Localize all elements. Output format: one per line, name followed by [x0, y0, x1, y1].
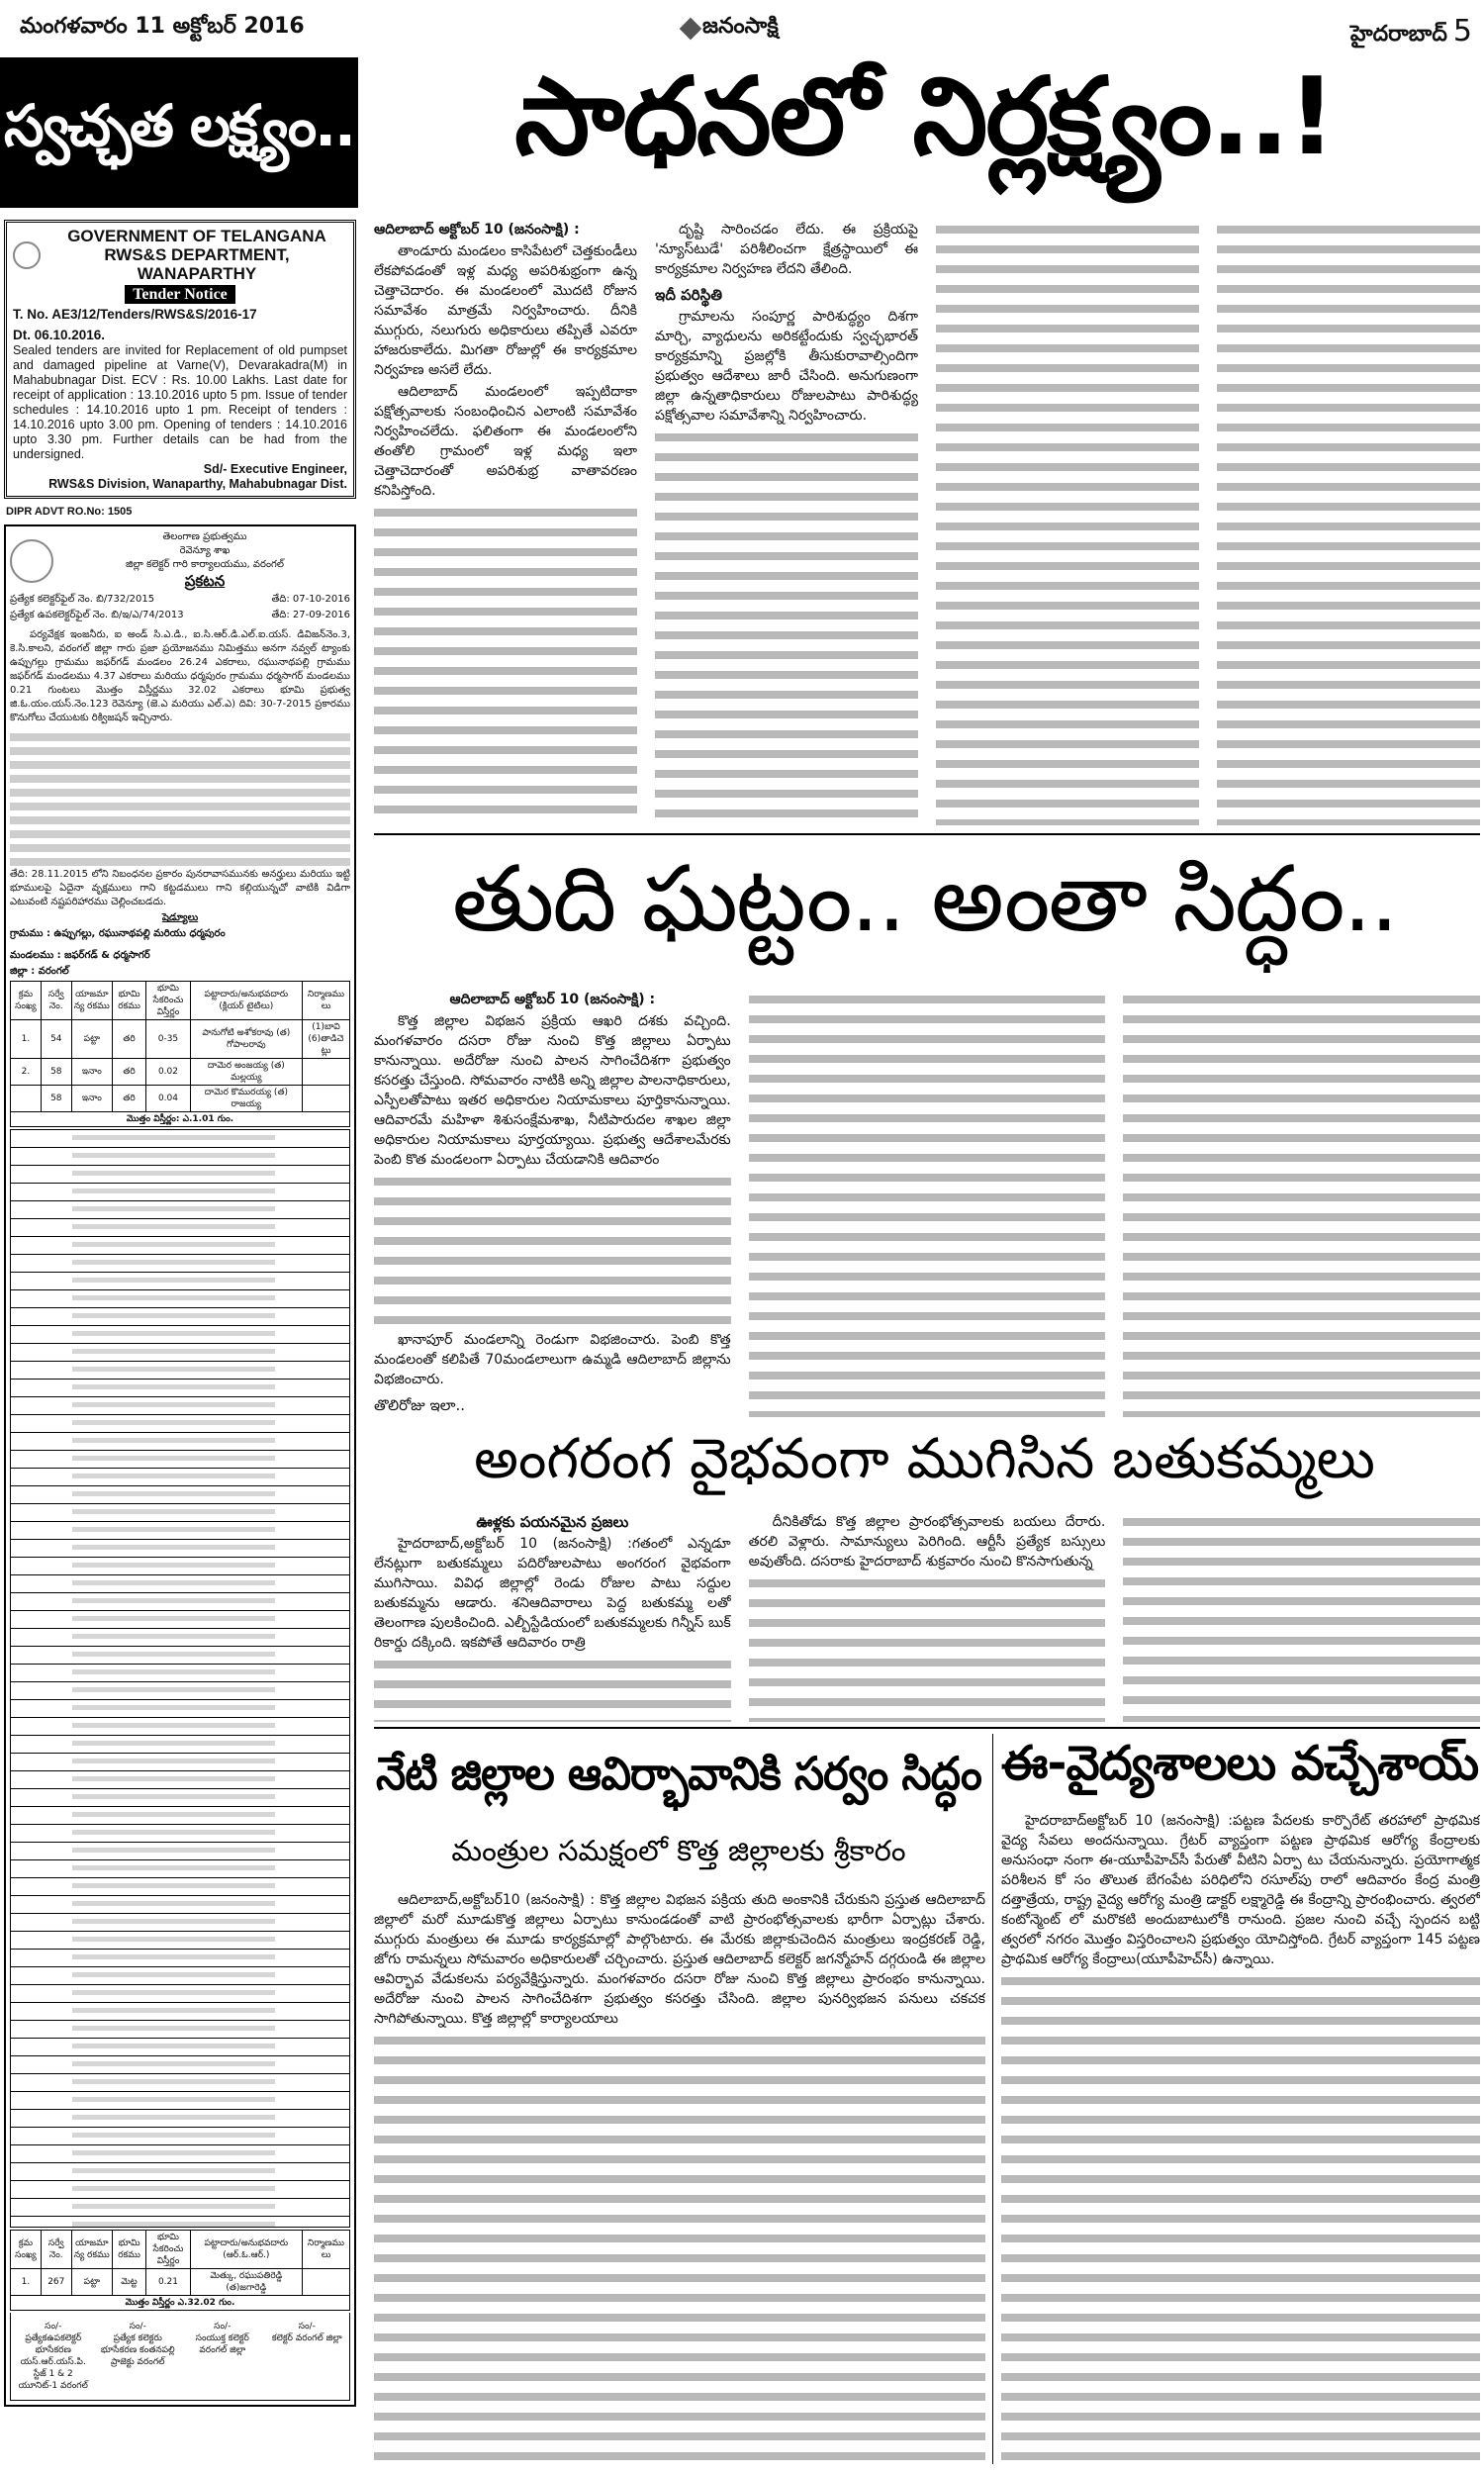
body-text [749, 990, 1106, 1417]
divider [374, 1727, 1480, 1729]
notice-para2: తేది: 28.11.2015 లోని నిబంధనల ప్రకారం పునరావాసమునకు అనర్హులు మరియు ఇట్టి భూములపై ఏదైనా వృక్షములు గాని కట్టడములు గాని కల్గియున్నచో వాటికి విడిగా ఎటువంటి నష్టపరిహారము చెల్లించబడదు. [10, 869, 350, 907]
column-divider [992, 1734, 993, 2464]
land-acquisition-notice [4, 524, 356, 2407]
body-text [749, 1573, 1106, 1722]
schedule-title: షెడ్యూలు [161, 912, 199, 923]
tender-date: Dt. 06.10.2016. [13, 328, 106, 342]
body-text [374, 503, 637, 825]
emblem-icon [13, 241, 41, 269]
schedule-village: గ్రామము : ఉప్పుగల్లు, రఘునాథపల్లి మరియు ధర్మపురం [10, 928, 226, 939]
notice-para1: పర్యవేక్షక ఇంజనీరు, ఐ అండ్ సి.ఎ.డి., ఐ.సి.ఆర్.డి.ఎల్.ఐ.యస్. డివిజన్‌నెం.3, కె.సి.కాలని, వరంగల్ జిల్లా గారు ప్రజా ప్రయోజనము నిమిత్తము అనగా నవ్వల్ ట్యాంకు ఉప్పుగల్లు గ్రామము జఫర్‌గడ్ మండలం 26.24 ఎకరాలు, రఘునాథపల్లి గ్రామము జఫర్‌గడ్ మండలము 4.37 ఎకరాలు మరియు ధర్మపురం గ్రామము ధర్మసాగర్ మండలము 0.21 గుంటలు మొత్తం విస్తీర్ణము 32.02 ఎకరాలు భూమి ప్రభుత్వ జి.ఓ.యం.యస్.నెం.123 రెవెన్యూ (జె.ఎ మరియు ఎల్.ఎ) దివి: 30-7-2015 ప్రకారము కొనుగోలు చేయుటకు రిక్విజషన్ ఇచ్చినారు. [10, 629, 350, 723]
dateline: ఆదిలాబాద్ అక్టోబర్ 10 (జనంసాక్షి) : [374, 222, 580, 238]
tender-gov: GOVERNMENT OF TELANGANA [67, 227, 326, 245]
signature: సం/- కలెక్టర్ వరంగల్ జిల్లా [271, 2322, 342, 2343]
headline-text: తుది ఘట్టం.. అంతా సిద్ధం.. [451, 846, 1398, 952]
page-info [1350, 14, 1472, 51]
subhead: ఇదీ పరిస్థితి [655, 286, 722, 304]
subhead: తొలిరోజు ఇలా.. [374, 1396, 466, 1414]
signatures [10, 2313, 350, 2401]
subhead: ఊళ్లకు పయనమైన ప్రజలు [476, 1513, 629, 1531]
table-row: 58 ఇనాం తరి 0.04 దామెర కొమురయ్య (త) రాజయ్య [11, 1086, 350, 1112]
tender-sign2: RWS&S Division, Wanaparthy, Mahabubnagar Dist. [48, 477, 347, 491]
body-text [1123, 990, 1480, 1417]
paragraph: గ్రామాలను సంపూర్ణ పారిశుద్ధ్యం దిశగా మార్చి, వ్యాధులను అరికట్టేందుకు స్వచ్ఛభారత్ కార్యక్రమాన్ని ప్రజల్లోకి తీసుకురావాల్సిందిగా ప్రభుత్వం ఆదేశాలు జారీ చేసింది. అనుగుణంగా జిల్లా ఉన్నతాధికారులు రోజులపాటు పారిశుద్ధ్య పక్షోత్సవాల సమావేశాన్ని నిర్వహించారు. [655, 309, 918, 424]
story2-body [374, 990, 1480, 1417]
issue-date: మంగళవారం 11 అక్టోబర్ 2016 [20, 14, 305, 39]
notice-file2: ప్రత్యేక ఉపకలెక్టర్‌ఫైల్ నెం. బి/ఇ/ఎ/74/2013 [10, 610, 184, 620]
tender-dept: RWS&S DEPARTMENT, WANAPARTHY [104, 245, 290, 283]
tender-ref: T. No. AE3/12/Tenders/RWS&S/2016-17 [13, 307, 257, 322]
table-total-row: మొత్తం విస్తీర్ణం: ఎ.1.01 గుం. [11, 1112, 350, 1127]
text-column [1001, 1811, 1480, 2464]
schedule-table-last [10, 2230, 350, 2311]
body-text [374, 1172, 731, 1330]
page-number: 5 [1452, 14, 1472, 48]
col-header: నిర్మాణములు [302, 982, 349, 1020]
body-text [936, 220, 1199, 825]
text-column [1123, 1512, 1480, 1722]
schedule-table-continued [10, 1129, 350, 2228]
paragraph: కొత్త జిల్లాల విభజన ప్రక్రియ ఆఖరి దశకు వచ్చింది. మంగళవారం దసరా రోజు నుంచి కొత్త జిల్లాలు ఏర్పాటు కానున్నాయి. అదేరోజు నుంచి పాలన సాగించేదిశగా ప్రభుత్వం కసరత్తు చేస్తుంది. సోమవారం నాటికి అన్ని జిల్లాల పాలనాధికారులు, ఎస్పీలతోపాటు ఇతర అధికారుల నియామకాలు పూర్తికానున్నాయి. ఆదివారమే మహిళా శిశుసంక్షేమశాఖ, నీటిపారుదల శాఖల జిల్లా అధికారుల నియామకాలు పూర్తయ్యాయి. ప్రభుత్వ ఆదేశాలమేరకు పెంబి కొత మండలంగా ఏర్పాటు చేయడానికి ఆదివారం [374, 1013, 731, 1168]
paragraph: దీనికితోడు కొత్త జిల్లాల ప్రారంభోత్సవాలకు బయలు దేరారు. తరలి వెళ్లారు. సామాన్యులు పెరిగింది. ఆర్టీసీ ప్రత్యేక బస్సులు అవుతోంది. దసరాకు హైదరాబాద్ శుక్రవారం నుంచి కొనసాగుతున్న [748, 1514, 1106, 1570]
side-headline-text: స్వచ్ఛత లక్ష్యం.. [4, 91, 354, 159]
col-header: భూమి రకము [112, 982, 145, 1020]
subheadline-text: మంత్రుల సమక్షంలో కొత్త జిల్లాలకు శ్రీకారం [451, 1834, 906, 1867]
signature: సం/- సంయుక్త కలెక్టర్ వరంగల్ జిల్లా [195, 2322, 249, 2355]
headline-text: నేటి జిల్లాల ఆవిర్భావానికి సర్వం సిద్ధం [376, 1747, 981, 1800]
signature: సం/- ప్రత్యేక కలెక్టరు భూసేకరణ కంతనపల్లి ప్రాజెక్టు వరంగల్ [100, 2322, 175, 2367]
text-column [374, 220, 637, 825]
paragraph: ఖానాపూర్ మండలాన్ని రెండుగా విభజించారు. పెంబి కొత్త మండలంతో కలిపితే 70మండలాలుగా ఉమ్మడి ఆదిలాబాద్ జిల్లాను విభజించారు. [374, 1332, 731, 1387]
paragraph: ఆదిలాబాద్,అక్టోబర్10 (జనంసాక్షి) : కొత్త జిల్లాల విభజన పక్రియ తుది అంకానికి చేరుకుని ప్రస్తుత ఆదిలాబాద్ జిల్లాలో మరో మూడుకొత్త జిల్లాలు ఏర్పాటు కానుండడంతో వాటి ప్రారంభోత్సవాలకు భారీగా ఏర్పాట్లు చేశారు. ముగ్గురు మంత్రులు ఈ మూడు కార్యక్రమాల్లో పాల్గొంటారు. ఈ మేరకు జిల్లాకుచెందిన మంత్రులు ఇంద్రకరణ్ రెడ్డి, జోగు రామన్నలు సోమవారం అధికారులతో చర్చించారు. ప్రస్తుత ఆదిలాబాద్ కలెక్టర్ జగన్మోహన్ దగ్గరుండి ఈ జిల్లాల ఆవిర్భావ వేడుకలను పర్యవేక్షిస్తున్నారు. మంగళవారం దసరా రోజు నుంచి కొత్త జిల్లాలు ప్రారంభం కానున్నాయి. అదేరోజు నుంచి పాలన సాగించేదిశగా ప్రభుత్వం కసరత్తు చేసింది. జిల్లాల పునర్విభజన పనులు చకచక సాగిపోతున్నాయి. కొత్త జిల్లాల్లో కార్యాలయాలు [374, 1892, 985, 2027]
story5-body [1001, 1811, 1480, 2464]
tender-body: Sealed tenders are invited for Replacement of old pumpset and damaged pipeline at Varne(V), Devarakadra(M) in Mahabubnagar Dist. ECV : Rs. 10.00 Lakhs. Last date for receipt of application : 13.10.2016 upto 5 pm. Issue of tender schedules : 14.10.2016 upto 1 pm. Receipt of tenders : 14.10.2016 upto 3.00 pm. Opening of tenders : 14.10.2016 upto 3.30 pm. Further details can be had from the undersigned. [13, 343, 347, 461]
body-text [374, 2031, 985, 2464]
table-row: 2. 58 ఇనాం తరి 0.02 దామెర అంజయ్య (త) మల్లయ్య [11, 1059, 350, 1086]
text-column [374, 990, 731, 1417]
col-header: యాజమాన్య రకము [71, 982, 112, 1020]
story4-body [374, 1890, 985, 2464]
col-header: సర్వే నెం. [41, 982, 71, 1020]
headline-story5 [997, 1734, 1482, 1805]
headline-story2 [368, 841, 1481, 980]
notice-date1: తేది: 07-10-2016 [271, 594, 350, 605]
logo-text: జనంసాక్షి [702, 14, 779, 39]
story1-body [374, 220, 1480, 825]
text-column [749, 1512, 1106, 1722]
schedule-mandal: మండలము : జఫర్‌గడ్ & ధర్మసాగర్ [10, 950, 150, 961]
body-text [1217, 220, 1480, 825]
text-column [1123, 990, 1480, 1417]
text-column [655, 220, 918, 825]
text-column [749, 990, 1106, 1417]
masthead-logo [683, 14, 779, 44]
tender-notice [4, 220, 356, 499]
grand-total-row: మొత్తం విస్తీర్ణం ఎ.32.02 గుం. [11, 2296, 350, 2311]
text-column [1217, 220, 1480, 825]
notice-date2: తేది: 27-09-2016 [271, 610, 350, 620]
notice-title: ప్రకటన [184, 572, 226, 590]
headline-story1 [368, 51, 1481, 210]
notice-file1: ప్రత్యేక కలెక్టర్‌ఫైల్ నెం. బి/732/2015 [10, 594, 155, 605]
notice-gov: తెలంగాణ ప్రభుత్వము [162, 531, 247, 542]
table-header [11, 982, 350, 1020]
tender-badge: Tender Notice [125, 285, 235, 304]
body-text [1123, 1512, 1480, 1722]
paragraph: హైదరాబాద్అక్టోబర్ 10 (జనంసాక్షి) :పట్టణ పేదలకు కార్పొరేట్ తరహాలో ప్రాథమిక వైద్య సేవలు అందనున్నాయి. గ్రేటర్ వ్యాప్తంగా పట్టణ ప్రాథమిక ఆరోగ్య కేంద్రాలకు అనుసంధా నంగా ఈ-యూపీహెచ్‌సీ పేరుతో వీటిని ఏర్పా టు చేయనున్నారు. ప్రయోగాత్మక పరిశీలన కో సం తొలుత బేగంపేట పరిధిలోని రసూల్‌పు రాలో ఆదివారం కేంద్ర మంత్రి దత్తాత్రేయ, రాష్ట్ర వైద్య ఆరోగ్య మంత్రి డాక్టర్ లక్ష్మారెడ్డి ఈ కేంద్రాన్ని ప్రారంభించారు. త్వరలో కంటోన్మెంట్ లో మరొకటి అందుబాటులోకి రానుంది. ప్రజల నుంచి వచ్చే స్పందన బట్టి త్వరలో నగరం మొత్తం విస్తరించాలని ప్రభుత్వం యోచిస్తోంది. గ్రేటర్ వ్యాప్తంగా 145 పట్టణ ప్రాథమిక ఆరోగ్య కేంద్రాలు(యూపీహెచ్‌సీ) ఉన్నాయి. [1001, 1813, 1480, 1967]
headline-story4 [372, 1734, 985, 1825]
table-header: క్రమ సంఖ్య సర్వే నెం. యాజమాన్య రకము భూమి రకము భూమి సేకరించు విస్తీర్ణం పట్టాదారు/అనుభవదారు (ఆర్.ఓ.ఆర్.) నిర్మాణములు [11, 2231, 350, 2269]
col-header: క్రమ సంఖ్య [11, 982, 42, 1020]
col-header: భూమి సేకరించు విస్తీర్ణం [146, 982, 191, 1020]
col-header: పట్టాదారు/అనుభవదారు (క్లియర్ టైటిలు) [190, 982, 302, 1020]
notice-body-text [10, 727, 350, 866]
paragraph: ఆదిలాబాద్ మండలంలో ఇప్పటిదాకా పక్షోత్సవాలకు సంబంధించిన ఎలాంటి సమావేశం నిర్వహించలేదు. ఫలితంగా ఈ మండలంలోని తంతోలి గ్రామంలో ఇళ్ల మధ్య ఇలా చెత్తాచెదారంతో అపరిశుభ్ర వాతావరణం కనిపిస్తోంది. [374, 384, 637, 499]
edition: హైదరాబాద్ [1349, 22, 1447, 47]
paragraph: దృష్టి సారించడం లేదు. ఈ ప్రక్రియపై 'న్యూస్‌టుడే' పరిశీలించగా క్షేత్రస్థాయిలో ఈ కార్యక్రమాల నిర్వహణ లేదని తేలింది. [655, 222, 918, 277]
body-text [1001, 1971, 1480, 2464]
table-row: 1. 267 పట్టా మెట్ట 0.21 మెత్కు, రఘుపతిరెడ్డి (త)జగారెడ్డి [11, 2269, 350, 2296]
headline-story3 [368, 1425, 1481, 1506]
body-text [655, 428, 918, 825]
signature: సం/- ప్రత్యేకఉపకలెక్టర్ భూసేకరణ యస్.ఆర్.యస్.పి. స్టేజ్ 1 & 2 యూనిట్-1 వరంగల్ [18, 2322, 88, 2391]
subheadline-story4 [372, 1829, 985, 1880]
text-column [374, 1890, 985, 2464]
paragraph: హైదరాబాద్,అక్టోబర్ 10 (జనంసాక్షి) :గతంలో ఎన్నడూ లేనట్లుగా బతుకమ్మలు పదిరోజులపాటు అంగరంగ వైభవంగా ముగిసాయి. వివిధ జిల్లాల్లో రెండు రోజుల పాటు సద్దుల బతుకమ్మను ఆడారు. శనిఆదివారాలు పెద్ద బతుకమ్మ లతో తెలంగాణ పులకించింది. ఎల్బీస్టేడియంలో బతుకమ్మలకు గిన్నీస్ బుక్ రికార్డు దక్కింది. ఇకపోతే ఆదివారం రాత్రి [374, 1536, 731, 1651]
logo-icon [680, 18, 702, 41]
tender-sign1: Sd/- Executive Engineer, [203, 462, 347, 476]
emblem-icon [10, 539, 53, 583]
notice-office: జిల్లా కలెక్టర్ గారి కార్యాలయము, వరంగల్ [126, 559, 284, 570]
schedule-table [10, 981, 350, 1127]
dateline: ఆదిలాబాద్ అక్టోబర్ 10 (జనంసాక్షి) : [449, 992, 656, 1007]
story3-body [374, 1512, 1480, 1722]
table-row: 1. 54 పట్టా తరి 0-35 పానుగోటి అశోకరావు (త) గోపాలరావు (1)బావి (6)తాడిచెట్లు [11, 1020, 350, 1059]
body-text [374, 1655, 731, 1722]
schedule-district: జిల్లా : వరంగల్ [10, 966, 69, 977]
headline-text: అంగరంగ వైభవంగా ముగిసిన బతుకమ్మలు [474, 1426, 1375, 1491]
left-column [4, 220, 356, 2407]
divider [374, 833, 1480, 835]
side-headline [0, 57, 358, 208]
notice-dept: రెవెన్యూ శాఖ [179, 545, 231, 556]
headline-text: ఈ-వైద్యశాలలు వచ్చేశాయ్ [1000, 1736, 1479, 1791]
paragraph: తాండూరు మండలం కాసిపేటలో చెత్తకుండీలు లేకపోవడంతో ఇళ్ల మధ్య అపరిశుభ్రంగా ఉన్న చెత్తాచెదారం. ఈ మండలంలో మొదటి రోజున సమావేశం మాత్రమే నిర్వహించారు. దీనికి ముగ్గురు, నలుగురు అధికారులు తప్పితే ఎవరూ హాజరుకాలేదు. మిగతా రోజుల్లో ఈ కార్యక్రమాల నిర్వహణ అసలే లేదు. [374, 243, 637, 378]
headline-text: సాధనలో నిర్లక్ష్యం..! [514, 55, 1335, 179]
text-column [936, 220, 1199, 825]
text-column [374, 1512, 731, 1722]
advt-number: DIPR ADVT RO.No: 1505 [6, 506, 133, 518]
